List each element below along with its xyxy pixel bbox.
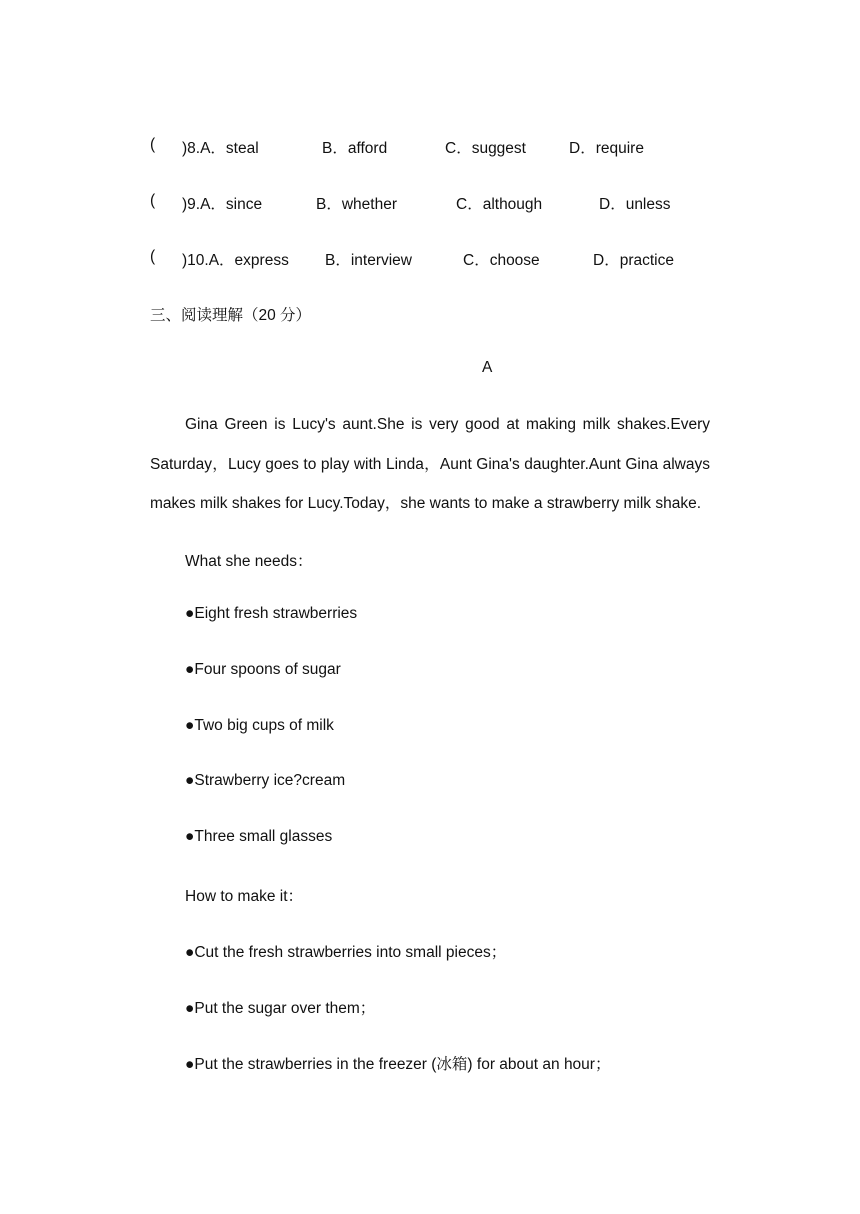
question-row-9 bbox=[0, 192, 860, 216]
list-item: ●Strawberry ice?cream bbox=[185, 772, 346, 789]
step-item: ●Put the sugar over them； bbox=[185, 1000, 376, 1017]
question-row-10 bbox=[0, 248, 860, 272]
option-d: D．practice bbox=[593, 252, 674, 269]
list-item: ●Four spoons of sugar bbox=[185, 661, 341, 678]
question-row-8 bbox=[0, 136, 860, 160]
list-item: ●Eight fresh strawberries bbox=[185, 605, 358, 622]
option-b: B．afford bbox=[322, 140, 388, 157]
step-item: ●Put the strawberries in the freezer (冰箱) for about an hour； bbox=[185, 1056, 611, 1073]
answer-bracket: ( bbox=[150, 136, 156, 153]
passage-label: A bbox=[482, 359, 493, 376]
section-heading: 三、阅读理解（20 分） bbox=[150, 307, 312, 324]
intro-paragraph: Gina Green is Lucy's aunt.She is very good at making milk shakes.Every Saturday，Lucy goes to play with Linda，Aunt Gina's daughter.Aunt Gina always makes milk shakes for Lucy.Today，she wants to make a strawberry milk shake. bbox=[150, 416, 710, 512]
list-item: ●Three small glasses bbox=[185, 828, 333, 845]
answer-bracket: ( bbox=[150, 248, 156, 265]
option-c: C．suggest bbox=[445, 140, 526, 157]
option-a: )10.A．express bbox=[182, 252, 289, 269]
option-c: C．choose bbox=[463, 252, 540, 269]
option-a: )8.A．steal bbox=[182, 140, 259, 157]
option-b: B．whether bbox=[316, 196, 397, 213]
howto-heading: How to make it： bbox=[185, 888, 304, 905]
option-c: C．although bbox=[456, 196, 543, 213]
option-b: B．interview bbox=[325, 252, 412, 269]
option-d: D．unless bbox=[599, 196, 671, 213]
option-a: )9.A．since bbox=[182, 196, 263, 213]
answer-bracket: ( bbox=[150, 192, 156, 209]
list-item: ●Two big cups of milk bbox=[185, 717, 334, 734]
needs-heading: What she needs： bbox=[185, 553, 313, 570]
step-item: ●Cut the fresh strawberries into small pieces； bbox=[185, 944, 507, 961]
option-d: D．require bbox=[569, 140, 644, 157]
